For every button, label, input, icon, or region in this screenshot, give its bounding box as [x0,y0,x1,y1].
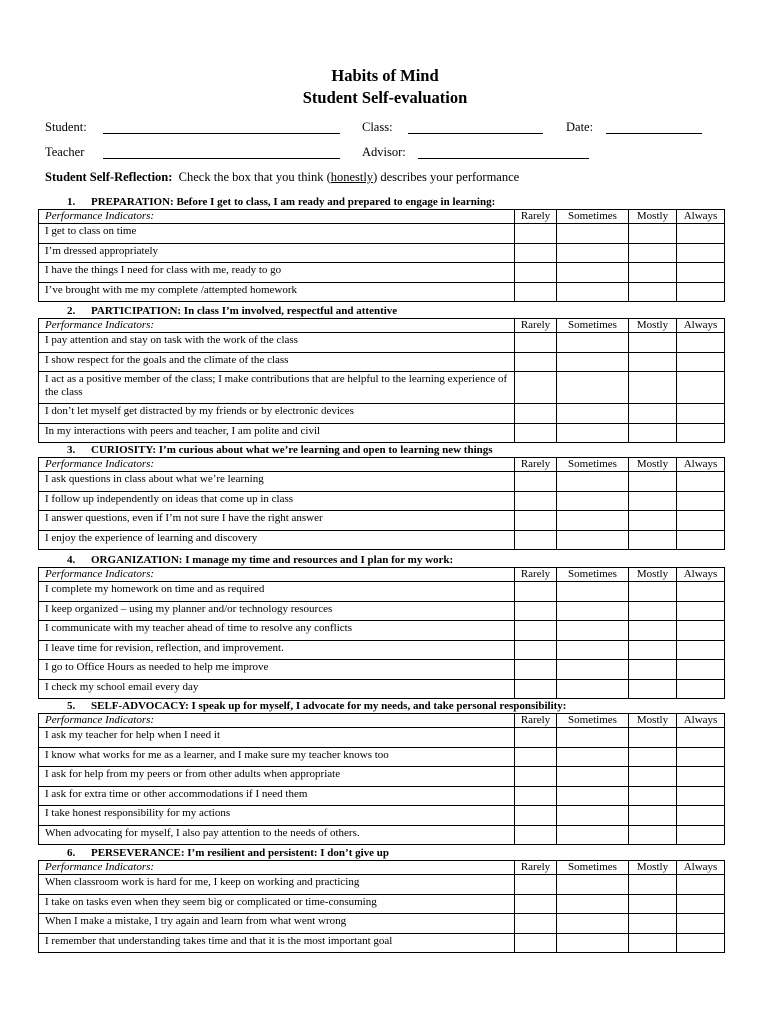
level-header-sometimes: Sometimes [557,861,629,875]
indicator-table [38,457,725,550]
checkbox-sometimes[interactable] [557,679,629,699]
indicator-text: I ask questions in class about what we’re learning [39,472,515,492]
checkbox-mostly[interactable] [629,530,677,550]
indicator-text: I follow up independently on ideas that come up in class [39,491,515,511]
section-heading-text: PERSEVERANCE: I’m resilient and persistent: I don’t give up [91,847,390,859]
student-label: Student: [45,120,87,134]
indicator-text: When I make a mistake, I try again and learn from what went wrong [39,914,515,934]
checkbox-rarely[interactable] [515,640,557,660]
checkbox-always[interactable] [677,263,725,283]
indicator-text: I don’t let myself get distracted by my friends or by electronic devices [39,404,515,424]
checkbox-always[interactable] [677,333,725,353]
checkbox-mostly[interactable] [629,404,677,424]
indicator-text: I show respect for the goals and the climate of the class [39,352,515,372]
section-number: 2. [67,305,76,317]
checkbox-sometimes[interactable] [557,491,629,511]
indicator-text: I take honest responsibility for my actions [39,806,515,826]
indicator-text: I know what works for me as a learner, and I make sure my teacher knows too [39,747,515,767]
indicator-text: When classroom work is hard for me, I keep on working and practicing [39,875,515,895]
checkbox-always[interactable] [677,679,725,699]
checkbox-always[interactable] [677,894,725,914]
checkbox-sometimes[interactable] [557,243,629,263]
table-row [39,640,725,660]
performance-indicators-header: Performance Indicators: [39,568,515,582]
indicator-text: When advocating for myself, I also pay attention to the needs of others. [39,825,515,845]
indicator-table [38,713,725,845]
level-header-mostly: Mostly [629,458,677,472]
checkbox-always[interactable] [677,243,725,263]
table-row [39,806,725,826]
checkbox-rarely[interactable] [515,404,557,424]
checkbox-always[interactable] [677,786,725,806]
indicator-text: I leave time for revision, reflection, and improvement. [39,640,515,660]
checkbox-rarely[interactable] [515,372,557,404]
indicator-text: I remember that understanding takes time and that it is the most important goal [39,933,515,953]
checkbox-sometimes[interactable] [557,511,629,531]
section-heading-text: PREPARATION: Before I get to class, I am ready and prepared to engage in learning: [91,196,496,208]
table-row [39,472,725,492]
checkbox-rarely[interactable] [515,333,557,353]
indicator-text: I act as a positive member of the class; I make contributions that are helpful to the learning experience of the class [39,372,515,404]
checkbox-always[interactable] [677,767,725,787]
checkbox-sometimes[interactable] [557,282,629,302]
checkbox-rarely[interactable] [515,472,557,492]
checkbox-mostly[interactable] [629,333,677,353]
instruction-text-after: ) describes your performance [373,170,520,184]
checkbox-mostly[interactable] [629,825,677,845]
document-title: Habits of Mind [331,66,439,85]
advisor-label: Advisor: [362,145,406,159]
indicator-text: I go to Office Hours as needed to help me improve [39,660,515,680]
level-header-sometimes: Sometimes [557,319,629,333]
indicator-text: I ask my teacher for help when I need it [39,728,515,748]
checkbox-sometimes[interactable] [557,352,629,372]
table-row [39,825,725,845]
table-row [39,582,725,602]
indicator-text: I’ve brought with me my complete /attempted homework [39,282,515,302]
checkbox-rarely[interactable] [515,530,557,550]
checkbox-mostly[interactable] [629,243,677,263]
table-row [39,263,725,283]
table-row [39,728,725,748]
section-number: 6. [67,847,76,859]
checkbox-always[interactable] [677,352,725,372]
checkbox-mostly[interactable] [629,511,677,531]
indicator-text: I enjoy the experience of learning and discovery [39,530,515,550]
checkbox-always[interactable] [677,601,725,621]
checkbox-mostly[interactable] [629,806,677,826]
checkbox-rarely[interactable] [515,423,557,443]
level-header-always: Always [677,319,725,333]
checkbox-sometimes[interactable] [557,747,629,767]
checkbox-always[interactable] [677,660,725,680]
table-header-row [39,319,725,333]
indicator-text: In my interactions with peers and teacher, I am polite and civil [39,423,515,443]
advisor-field[interactable] [418,158,589,159]
level-header-sometimes: Sometimes [557,458,629,472]
level-header-always: Always [677,458,725,472]
checkbox-rarely[interactable] [515,894,557,914]
checkbox-rarely[interactable] [515,601,557,621]
checkbox-mostly[interactable] [629,491,677,511]
checkbox-mostly[interactable] [629,621,677,641]
checkbox-sometimes[interactable] [557,621,629,641]
checkbox-sometimes[interactable] [557,263,629,283]
level-header-rarely: Rarely [515,714,557,728]
checkbox-sometimes[interactable] [557,806,629,826]
level-header-rarely: Rarely [515,210,557,224]
checkbox-always[interactable] [677,806,725,826]
table-row [39,404,725,424]
checkbox-sometimes[interactable] [557,601,629,621]
checkbox-always[interactable] [677,224,725,244]
section-heading-text: ORGANIZATION: I manage my time and resources and I plan for my work: [91,554,454,566]
checkbox-mostly[interactable] [629,224,677,244]
indicator-text: I complete my homework on time and as required [39,582,515,602]
checkbox-sometimes[interactable] [557,894,629,914]
level-header-mostly: Mostly [629,319,677,333]
checkbox-rarely[interactable] [515,621,557,641]
section-heading-text: PARTICIPATION: In class I’m involved, respectful and attentive [91,305,398,317]
performance-indicators-header: Performance Indicators: [39,319,515,333]
section-heading-text: CURIOSITY: I’m curious about what we’re learning and open to learning new things [91,444,493,456]
checkbox-rarely[interactable] [515,767,557,787]
checkbox-always[interactable] [677,728,725,748]
document-subtitle: Student Self-evaluation [302,88,468,107]
level-header-mostly: Mostly [629,210,677,224]
checkbox-rarely[interactable] [515,728,557,748]
indicator-table [38,860,725,953]
indicator-text: I communicate with my teacher ahead of time to resolve any conflicts [39,621,515,641]
checkbox-mostly[interactable] [629,282,677,302]
checkbox-always[interactable] [677,491,725,511]
table-row [39,352,725,372]
table-row [39,282,725,302]
checkbox-mostly[interactable] [629,352,677,372]
table-row [39,224,725,244]
checkbox-mostly[interactable] [629,767,677,787]
checkbox-always[interactable] [677,404,725,424]
section-heading-text: SELF-ADVOCACY: I speak up for myself, I advocate for my needs, and take personal responsibility: [91,700,567,712]
instruction-emphasis: honestly [330,170,374,184]
checkbox-rarely[interactable] [515,786,557,806]
table-header-row [39,861,725,875]
indicator-text: I check my school email every day [39,679,515,699]
checkbox-rarely[interactable] [515,243,557,263]
checkbox-sometimes[interactable] [557,914,629,934]
checkbox-mostly[interactable] [629,894,677,914]
level-header-rarely: Rarely [515,568,557,582]
level-header-sometimes: Sometimes [557,568,629,582]
checkbox-sometimes[interactable] [557,786,629,806]
checkbox-mostly[interactable] [629,660,677,680]
teacher-field[interactable] [103,158,340,159]
indicator-text: I ask for extra time or other accommodations if I need them [39,786,515,806]
level-header-mostly: Mostly [629,568,677,582]
table-header-row [39,714,725,728]
checkbox-sometimes[interactable] [557,660,629,680]
checkbox-mostly[interactable] [629,582,677,602]
indicator-text: I take on tasks even when they seem big or complicated or time-consuming [39,894,515,914]
checkbox-sometimes[interactable] [557,472,629,492]
checkbox-always[interactable] [677,372,725,404]
checkbox-mostly[interactable] [629,423,677,443]
checkbox-rarely[interactable] [515,806,557,826]
checkbox-always[interactable] [677,423,725,443]
table-row [39,372,725,404]
checkbox-sometimes[interactable] [557,728,629,748]
checkbox-rarely[interactable] [515,263,557,283]
checkbox-sometimes[interactable] [557,404,629,424]
checkbox-sometimes[interactable] [557,530,629,550]
checkbox-sometimes[interactable] [557,825,629,845]
checkbox-mostly[interactable] [629,472,677,492]
checkbox-mostly[interactable] [629,786,677,806]
checkbox-always[interactable] [677,282,725,302]
checkbox-mostly[interactable] [629,372,677,404]
checkbox-mostly[interactable] [629,601,677,621]
checkbox-rarely[interactable] [515,933,557,953]
checkbox-rarely[interactable] [515,282,557,302]
checkbox-sometimes[interactable] [557,224,629,244]
table-row [39,491,725,511]
checkbox-rarely[interactable] [515,224,557,244]
table-row [39,601,725,621]
checkbox-rarely[interactable] [515,875,557,895]
class-label: Class: [362,120,393,134]
section-number: 1. [67,196,76,208]
checkbox-rarely[interactable] [515,660,557,680]
instruction-label: Student Self-Reflection: [45,170,173,184]
table-row [39,894,725,914]
indicator-text: I have the things I need for class with me, ready to go [39,263,515,283]
checkbox-sometimes[interactable] [557,582,629,602]
checkbox-rarely[interactable] [515,825,557,845]
checkbox-sometimes[interactable] [557,372,629,404]
checkbox-mostly[interactable] [629,875,677,895]
checkbox-rarely[interactable] [515,582,557,602]
checkbox-always[interactable] [677,472,725,492]
table-row [39,660,725,680]
checkbox-sometimes[interactable] [557,640,629,660]
class-field[interactable] [408,133,543,134]
checkbox-mostly[interactable] [629,728,677,748]
level-header-mostly: Mostly [629,714,677,728]
checkbox-rarely[interactable] [515,491,557,511]
checkbox-always[interactable] [677,621,725,641]
indicator-text: I keep organized – using my planner and/or technology resources [39,601,515,621]
instruction-text-before: Check the box that you think ( [178,170,331,184]
table-header-row [39,568,725,582]
indicator-text: I’m dressed appropriately [39,243,515,263]
level-header-always: Always [677,714,725,728]
table-row [39,679,725,699]
checkbox-rarely[interactable] [515,747,557,767]
checkbox-always[interactable] [677,582,725,602]
self-reflection-instruction [45,170,519,185]
indicator-table [38,318,725,443]
checkbox-rarely[interactable] [515,352,557,372]
checkbox-sometimes[interactable] [557,933,629,953]
checkbox-mostly[interactable] [629,747,677,767]
table-row [39,243,725,263]
checkbox-always[interactable] [677,914,725,934]
level-header-rarely: Rarely [515,319,557,333]
table-row [39,511,725,531]
level-header-always: Always [677,210,725,224]
performance-indicators-header: Performance Indicators: [39,210,515,224]
level-header-rarely: Rarely [515,861,557,875]
checkbox-always[interactable] [677,875,725,895]
level-header-always: Always [677,568,725,582]
table-row [39,423,725,443]
checkbox-mostly[interactable] [629,263,677,283]
checkbox-always[interactable] [677,933,725,953]
level-header-rarely: Rarely [515,458,557,472]
table-row [39,333,725,353]
indicator-table [38,567,725,699]
table-row [39,621,725,641]
checkbox-sometimes[interactable] [557,333,629,353]
checkbox-sometimes[interactable] [557,767,629,787]
level-header-mostly: Mostly [629,861,677,875]
section-number: 5. [67,700,76,712]
section-number: 3. [67,444,76,456]
date-field[interactable] [606,133,702,134]
section-number: 4. [67,554,76,566]
performance-indicators-header: Performance Indicators: [39,714,515,728]
checkbox-rarely[interactable] [515,914,557,934]
checkbox-always[interactable] [677,530,725,550]
table-row [39,767,725,787]
checkbox-always[interactable] [677,747,725,767]
table-header-row [39,210,725,224]
checkbox-rarely[interactable] [515,679,557,699]
table-header-row [39,458,725,472]
table-row [39,933,725,953]
teacher-label: Teacher [45,145,85,159]
indicator-text: I answer questions, even if I’m not sure I have the right answer [39,511,515,531]
student-field[interactable] [103,133,340,134]
table-row [39,747,725,767]
performance-indicators-header: Performance Indicators: [39,458,515,472]
checkbox-always[interactable] [677,511,725,531]
checkbox-mostly[interactable] [629,933,677,953]
performance-indicators-header: Performance Indicators: [39,861,515,875]
level-header-sometimes: Sometimes [557,714,629,728]
checkbox-rarely[interactable] [515,511,557,531]
table-row [39,786,725,806]
checkbox-sometimes[interactable] [557,423,629,443]
level-header-always: Always [677,861,725,875]
checkbox-mostly[interactable] [629,914,677,934]
table-row [39,530,725,550]
checkbox-mostly[interactable] [629,679,677,699]
checkbox-always[interactable] [677,640,725,660]
level-header-sometimes: Sometimes [557,210,629,224]
table-row [39,914,725,934]
date-label: Date: [566,120,594,134]
indicator-text: I get to class on time [39,224,515,244]
indicator-text: I ask for help from my peers or from other adults when appropriate [39,767,515,787]
indicator-text: I pay attention and stay on task with the work of the class [39,333,515,353]
checkbox-sometimes[interactable] [557,875,629,895]
table-row [39,875,725,895]
checkbox-always[interactable] [677,825,725,845]
indicator-table [38,209,725,302]
checkbox-mostly[interactable] [629,640,677,660]
